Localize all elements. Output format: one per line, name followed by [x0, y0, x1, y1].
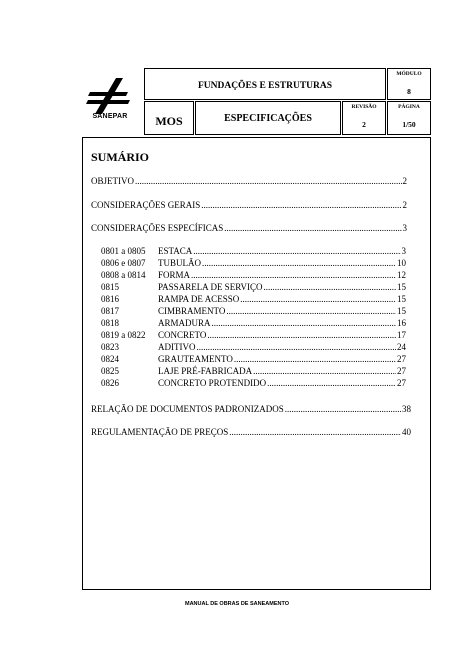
toc-entry-page: 38 [402, 404, 411, 414]
toc-subentry-code: 0806 e 0807 [101, 258, 146, 268]
toc-entry-label: CONSIDERAÇÕES GERAIS [91, 200, 201, 210]
toc-subentry-label: ARMADURA [158, 318, 211, 328]
page-footer: MANUAL DE OBRAS DE SANEAMENTO [185, 601, 289, 607]
toc-subentry-page: 15 [397, 282, 406, 292]
toc-subentry-code: 0825 [101, 366, 119, 376]
toc-subentry-code: 0808 a 0814 [101, 270, 146, 280]
toc-subentry[interactable] [101, 294, 406, 304]
revision-value: 2 [362, 120, 366, 129]
page-number: 1/50 [402, 120, 416, 129]
toc-leader [207, 330, 396, 340]
toc-subentry-page: 3 [401, 246, 406, 256]
toc-leader [197, 342, 397, 352]
toc-leader [202, 258, 396, 268]
toc-subentry[interactable] [101, 258, 406, 268]
revision-label: REVISÃO [351, 104, 377, 110]
toc-entry-label: REGULAMENTAÇÃO DE PREÇOS [91, 427, 229, 437]
toc-entry-label: OBJETIVO [91, 176, 134, 186]
page-label: PÁGINA [398, 104, 420, 110]
sanepar-logo-icon [82, 78, 136, 130]
toc-leader [193, 246, 400, 256]
document-code: MOS [155, 114, 183, 128]
code-box [144, 101, 194, 135]
toc-entry-page: 2 [402, 176, 407, 186]
toc-subentry-code: 0824 [101, 354, 119, 364]
toc-entry-page: 3 [402, 223, 407, 233]
toc-subentry-code: 0817 [101, 306, 119, 316]
toc-leader [240, 294, 396, 304]
toc-subentry[interactable] [101, 318, 406, 328]
module-label: MÓDULO [396, 71, 422, 77]
toc-subentry-label: PASSARELA DE SERVIÇO [158, 282, 263, 292]
toc-subentry-page: 27 [397, 366, 406, 376]
toc-subentry[interactable] [101, 270, 406, 280]
toc-entry-objetivo[interactable] [91, 176, 407, 186]
toc-subentry-page: 17 [397, 330, 406, 340]
toc-entry-consideracoes-gerais[interactable] [91, 200, 407, 210]
document-title-box [144, 68, 386, 100]
toc-leader [135, 176, 402, 186]
module-box [387, 68, 431, 100]
toc-subentry-code: 0815 [101, 282, 119, 292]
toc-subentry-code: 0823 [101, 342, 119, 352]
toc-leader [212, 318, 396, 328]
toc-leader [226, 306, 396, 316]
document-title: FUNDAÇÕES E ESTRUTURAS [197, 81, 333, 91]
toc-subentry-label: FORMA [158, 270, 191, 280]
document-subtitle: ESPECIFICAÇÕES [224, 113, 312, 124]
toc-subentry-label: GRAUTEAMENTO [158, 354, 233, 364]
toc-entry-label: CONSIDERAÇÕES ESPECÍFICAS [91, 223, 224, 233]
toc-subentry[interactable] [101, 306, 406, 316]
toc-subentry[interactable] [101, 378, 406, 388]
toc-subentry-page: 15 [397, 306, 406, 316]
toc-subentry[interactable] [101, 330, 406, 340]
subtitle-box [195, 101, 341, 135]
toc-entry-label: RELAÇÃO DE DOCUMENTOS PADRONIZADOS [91, 404, 284, 414]
toc-subentry[interactable] [101, 354, 406, 364]
toc-entry-page: 2 [402, 200, 407, 210]
toc-leader [229, 427, 401, 437]
toc-subentry-label: ADITIVO [158, 342, 196, 352]
toc-subentry[interactable] [101, 282, 406, 292]
toc-subentry-page: 12 [397, 270, 406, 280]
toc-subentry-code: 0826 [101, 378, 119, 388]
toc-subentry-code: 0819 a 0822 [101, 330, 146, 340]
toc-subentry-page: 24 [397, 342, 406, 352]
toc-subentry-label: CONCRETO [158, 330, 207, 340]
toc-entry-consideracoes-especificas[interactable] [91, 223, 407, 233]
toc-subentry-code: 0801 a 0805 [101, 246, 146, 256]
toc-subentry-code: 0816 [101, 294, 119, 304]
toc-subentry-page: 27 [397, 354, 406, 364]
toc-subentry[interactable] [101, 246, 406, 256]
toc-subentry[interactable] [101, 342, 406, 352]
toc-leader [285, 404, 401, 414]
logo-text: SANEPAR [92, 113, 128, 120]
toc-subentry-label: CONCRETO PROTENDIDO [158, 378, 267, 388]
toc-leader [267, 378, 396, 388]
module-value: 8 [407, 87, 411, 96]
toc-entry-page: 40 [402, 427, 411, 437]
toc-leader [201, 200, 401, 210]
toc-leader [253, 366, 396, 376]
toc-subentry-label: TUBULÃO [158, 258, 201, 268]
toc-leader [263, 282, 396, 292]
toc-subentry-page: 10 [397, 258, 406, 268]
revision-box [342, 101, 386, 135]
toc-entry-regulamentacao-precos[interactable] [91, 427, 411, 437]
toc-leader [234, 354, 396, 364]
toc-subentry-label: CIMBRAMENTO [158, 306, 226, 316]
toc-entry-documentos-padronizados[interactable] [91, 404, 411, 414]
toc-subentry[interactable] [101, 366, 406, 376]
page-box [387, 101, 431, 135]
toc-subentry-label: RAMPA DE ACESSO [158, 294, 240, 304]
toc-leader [224, 223, 401, 233]
toc-subentry-page: 27 [397, 378, 406, 388]
toc-subentry-label: LAJE PRÉ-FABRICADA [158, 366, 253, 376]
summary-title: SUMÁRIO [91, 150, 150, 164]
toc-leader [191, 270, 396, 280]
toc-subentry-code: 0818 [101, 318, 119, 328]
toc-subentry-page: 15 [397, 294, 406, 304]
toc-subentry-label: ESTACA [158, 246, 193, 256]
toc-subentry-page: 16 [397, 318, 406, 328]
